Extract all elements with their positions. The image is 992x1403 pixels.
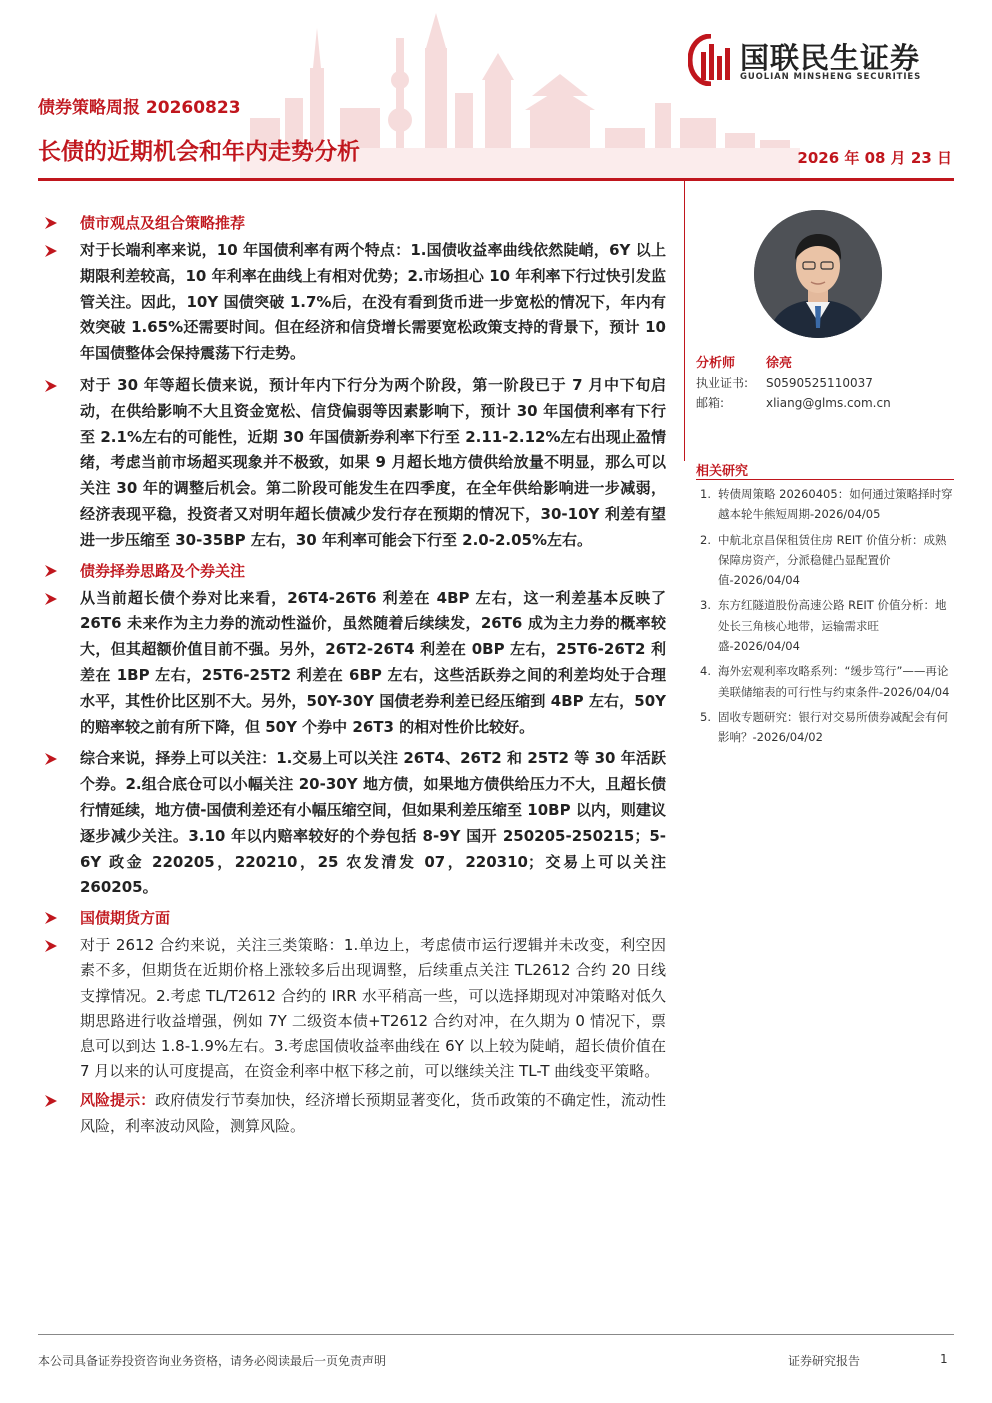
- bullet-arrow-icon: [44, 592, 58, 606]
- paragraph-text: 从当前超长债个券对比来看，26T4-26T6 利差在 4BP 左右，这一利差基本反映了 26T6 未来作为主力券的流动性溢价，虽然随着后续续发，26T6 成为主力券的概率较大，但其超额价值目前不强。另外，26T2-26T4 利差在 0BP 左右，25T6-26T2 利差在 1BP 左右，25T6-25T2 利差在 6BP 左右，这些活跃券之间的利差均处于合理水平，其性价比区别不大。另外，50Y-30Y 国债老券利差已经压缩到 4BP 左右，50Y 的赔率较之前有所下降，但 50Y 个券中 26T3 的相对性价比较好。: [80, 588, 666, 736]
- page-number: 1: [940, 1352, 948, 1366]
- analyst-cert-row: [696, 374, 956, 392]
- analyst-email-row: [696, 394, 956, 412]
- paragraph-text: 对于 30 年等超长债来说，预计年内下行分为两个阶段，第一阶段已于 7 月中下旬启动，在供给影响不大且资金宽松、信贷偏弱等因素影响下，预计 30 年国债利率有下行至 2.1%左右的可能性，近期 30 年国债新券利率下行至 2.11-2.12%左右出现止盈情绪，考虑当前市场超买现象并不极致，如果 9 月超长地方债供给放量不明显，那么可以关注 30 年的调整后机会。第二阶段可能发生在四季度，在全年供给影响进一步减弱，经济表现平稳，投资者又对明年超长债减少发行存在预期的情况下，30-10Y 利差有望进一步压缩至 30-35BP 左右，30 年利率可能会下行至 2.0-2.05%左右。: [80, 375, 666, 549]
- bullet-arrow-icon: [44, 752, 58, 766]
- section-heading-text: 债市观点及组合策略推荐: [80, 214, 246, 232]
- related-divider: [696, 479, 954, 480]
- bullet-arrow-icon: [44, 216, 58, 230]
- bullet-arrow-icon: [44, 564, 58, 578]
- paragraph-text: 对于长端利率来说，10 年国债利率有两个特点：1.国债收益率曲线依然陡峭，6Y 以上期限利差较高，10 年利率在曲线上有相对优势；2.市场担心 10 年利率下行过快引发监管关注。因此，10Y 国债突破 1.7%后，在没有看到货币进一步宽松的情况下，年内有效突破 1.65%还需要时间。但在经济和信贷增长需要宽松政策支持的背景下，预计 10 年国债整体会保持震荡下行走势。: [80, 241, 666, 363]
- report-date: 2026 年 08 月 23 日: [797, 149, 952, 167]
- related-research-item[interactable]: 4. 海外宏观利率攻略系列：“缓步笃行”——再论美联储缩表的可行性与约束条件-2026/04/04: [700, 664, 950, 699]
- section-heading: [44, 212, 666, 234]
- bullet-arrow-icon: [44, 911, 58, 925]
- related-research-list: [696, 484, 954, 753]
- related-research-item[interactable]: 1. 转债周策略 20260405：如何通过策略择时穿越本轮牛熊短周期-2026/04/05: [700, 487, 953, 522]
- header-divider: [38, 178, 954, 181]
- bullet-arrow-icon: [44, 379, 58, 393]
- related-research-item[interactable]: 2. 中航北京昌保租赁住房 REIT 价值分析：成熟保障房资产，分派稳健凸显配置价值-2026/04/04: [700, 532, 947, 588]
- related-research-title: 相关研究: [696, 464, 749, 479]
- analyst-row: [696, 354, 956, 374]
- risk-paragraph: [44, 1088, 666, 1138]
- analyst-portrait-icon: [754, 210, 882, 338]
- cert-label: 执业证书:: [696, 376, 749, 390]
- section-heading-text: 国债期货方面: [80, 909, 171, 928]
- cert-number: S0590525110037: [766, 376, 873, 390]
- paragraph-text: 对于 2612 合约来说，关注三类策略：1.单边上，考虑债市运行逻辑并未改变，利空因素不多，但期货在近期价格上涨较多后出现调整，后续重点关注 TL2612 合约 20 日线支撑情况。2.考虑 TL/T2612 合约的 IRR 水平稍高一些，可以选择期现对冲策略对低久期思路进行收益增强，例如 7Y 二级资本债+T2612 合约对冲，在久期为 0 情况下，票息可以到达 1.8-1.9%左右。3.考虑国债收益率曲线在 6Y 以上较为陡峭，超长债价值在 7 月以来的认可度提高，在资金利率中枢下移之前，可以继续关注 TL-T 曲线变平策略。: [80, 936, 666, 1081]
- logo-name-cn: 国联民生证券: [740, 41, 921, 75]
- analyst-name: 徐亮: [766, 356, 793, 371]
- section-heading: [44, 560, 666, 582]
- bullet-arrow-icon: [44, 939, 58, 953]
- paragraph-text: 综合来说，择券上可以关注：1.交易上可以关注 26T4、26T2 和 25T2 等 30 年活跃个券。2.组合底仓可以小幅关注 20-30Y 地方债，如果地方债供给压力不大，且超长债行情延续，地方债-国债利差还有小幅压缩空间，但如果利差压缩至 10BP 以内，则建议逐步减少关注。3.10 年以内赔率较好的个券包括 8-9Y 国开 250205-250215；5-6Y 政金 220205，220210，25 农发清发 07，220310；交易上可以关注 260205。: [80, 749, 666, 897]
- report-type: 债券策略周报 20260823: [38, 98, 241, 118]
- analyst-photo: [754, 210, 882, 338]
- company-logo: [688, 34, 958, 88]
- email-label: 邮箱:: [696, 396, 725, 410]
- bullet-arrow-icon: [44, 1094, 58, 1108]
- paragraph: [44, 238, 666, 367]
- paragraph: [44, 373, 666, 554]
- section-heading-text: 债券择券思路及个券关注: [80, 561, 246, 580]
- paragraph: [44, 586, 666, 741]
- paragraph: [44, 746, 666, 901]
- section-heading: [44, 907, 666, 929]
- main-content: [44, 212, 666, 1143]
- footer-disclaimer: 本公司具备证券投资咨询业务资格，请务必阅读最后一页免责声明: [38, 1354, 387, 1368]
- report-header: [0, 0, 992, 182]
- related-research-item[interactable]: 3. 东方红隧道股份高速公路 REIT 价值分析：地处长三角核心地带，运输需求旺盛-2026/04/04: [700, 598, 947, 654]
- footer-divider: [38, 1334, 954, 1335]
- logo-mark-icon: [688, 34, 734, 86]
- footer-report-kind: 证券研究报告: [788, 1354, 861, 1368]
- related-research-item[interactable]: 5. 固收专题研究：银行对交易所债券减配会有何影响？-2026/04/02: [700, 709, 948, 745]
- column-divider: [684, 181, 685, 461]
- bullet-arrow-icon: [44, 244, 58, 258]
- analyst-role-label: 分析师: [696, 356, 736, 371]
- paragraph: [44, 933, 666, 1084]
- report-title: 长债的近期机会和年内走势分析: [38, 139, 360, 165]
- risk-label: 风险提示：: [80, 1091, 156, 1110]
- analyst-email[interactable]: xliang@glms.com.cn: [766, 396, 891, 410]
- logo-name-en: GUOLIAN MINSHENG SECURITIES: [740, 72, 922, 82]
- risk-text: 政府债发行节奏加快，经济增长预期显著变化，货币政策的不确定性，流动性风险，利率波动风险，测算风险。: [80, 1091, 666, 1135]
